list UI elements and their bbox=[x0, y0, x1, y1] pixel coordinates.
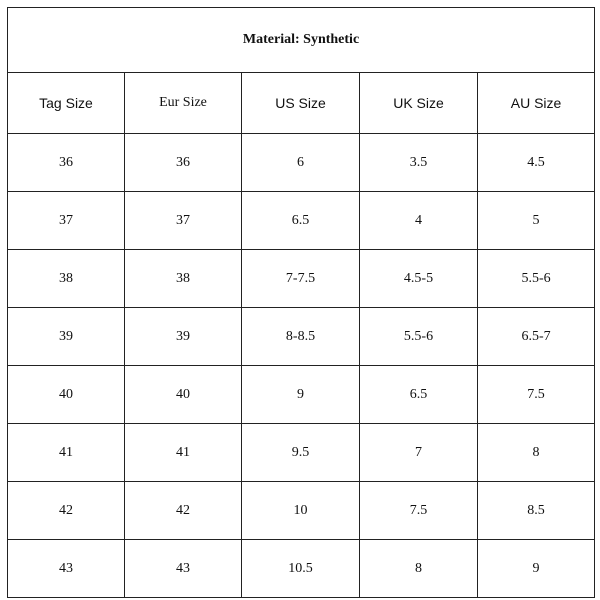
table-cell: 4.5 bbox=[478, 134, 595, 192]
table-cell: 6 bbox=[242, 134, 360, 192]
header-eur-size: Eur Size bbox=[125, 73, 242, 134]
table-cell: 39 bbox=[125, 308, 242, 366]
table-row bbox=[8, 424, 595, 482]
header-us-size: US Size bbox=[242, 73, 360, 134]
table-cell: 37 bbox=[125, 192, 242, 250]
table-cell: 38 bbox=[125, 250, 242, 308]
table-cell: 6.5 bbox=[242, 192, 360, 250]
table-cell: 5 bbox=[478, 192, 595, 250]
title-row bbox=[8, 8, 595, 73]
table-cell: 9 bbox=[478, 540, 595, 598]
table-cell: 6.5 bbox=[360, 366, 478, 424]
table-cell: 7-7.5 bbox=[242, 250, 360, 308]
table-cell: 41 bbox=[8, 424, 125, 482]
table-cell: 7 bbox=[360, 424, 478, 482]
table-title: Material: Synthetic bbox=[8, 8, 595, 73]
table-row bbox=[8, 308, 595, 366]
table-cell: 7.5 bbox=[360, 482, 478, 540]
table-cell: 42 bbox=[125, 482, 242, 540]
table-cell: 40 bbox=[125, 366, 242, 424]
table-cell: 36 bbox=[125, 134, 242, 192]
header-uk-size: UK Size bbox=[360, 73, 478, 134]
table-cell: 38 bbox=[8, 250, 125, 308]
table-cell: 8 bbox=[360, 540, 478, 598]
table-cell: 4.5-5 bbox=[360, 250, 478, 308]
header-tag-size: Tag Size bbox=[8, 73, 125, 134]
table-row bbox=[8, 482, 595, 540]
table-row bbox=[8, 540, 595, 598]
table-cell: 39 bbox=[8, 308, 125, 366]
table-cell: 5.5-6 bbox=[478, 250, 595, 308]
table-row bbox=[8, 366, 595, 424]
table-cell: 5.5-6 bbox=[360, 308, 478, 366]
table-cell: 10 bbox=[242, 482, 360, 540]
table-cell: 42 bbox=[8, 482, 125, 540]
table-row bbox=[8, 250, 595, 308]
table-cell: 43 bbox=[125, 540, 242, 598]
header-au-size: AU Size bbox=[478, 73, 595, 134]
table-cell: 8.5 bbox=[478, 482, 595, 540]
table-cell: 3.5 bbox=[360, 134, 478, 192]
table-cell: 37 bbox=[8, 192, 125, 250]
table-cell: 36 bbox=[8, 134, 125, 192]
table-cell: 10.5 bbox=[242, 540, 360, 598]
table-cell: 9 bbox=[242, 366, 360, 424]
table-cell: 41 bbox=[125, 424, 242, 482]
table-cell: 4 bbox=[360, 192, 478, 250]
table-cell: 6.5-7 bbox=[478, 308, 595, 366]
table-cell: 7.5 bbox=[478, 366, 595, 424]
size-chart-table bbox=[7, 7, 595, 598]
table-cell: 8-8.5 bbox=[242, 308, 360, 366]
header-row bbox=[8, 73, 595, 134]
table-cell: 9.5 bbox=[242, 424, 360, 482]
table-cell: 8 bbox=[478, 424, 595, 482]
table-row bbox=[8, 192, 595, 250]
table-cell: 40 bbox=[8, 366, 125, 424]
table-row bbox=[8, 134, 595, 192]
table-cell: 43 bbox=[8, 540, 125, 598]
